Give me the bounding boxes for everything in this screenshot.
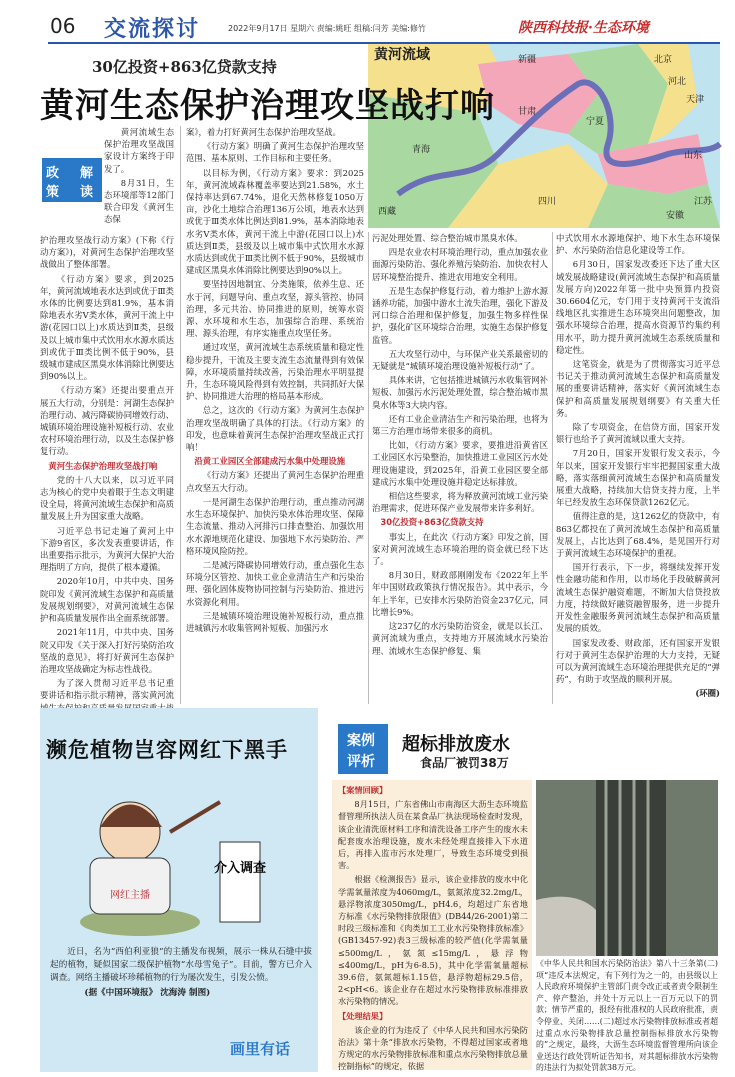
paragraph: 8月15日，广东省佛山市南海区大沥生态环境监督管理所执法人员在某食品厂执法现场检查时发现，该企业清洗原材料工序和清洗设备工序产生的废水未配套废水治理设施，废水未经处理直接排入下水道后，再排入监市污水处理厂，导致生态环境受到损害。 [338,799,528,871]
byline: (环圈) [695,688,720,699]
map-label: 河北 [668,77,687,87]
subheading: 沿黄工业园区全部建成污水集中处理设施 [194,456,346,467]
issue-meta: 2022年9月17日 星期六 责编:姚旺 组稿:闫芳 美编:修竹 [228,24,426,33]
case-panel [324,708,720,1072]
paragraph: 通过攻坚，黄河流域生态系统质量和稳定性稳步提升，干流及主要支流生态流量得到有效保障，水环境质量持续改善，污染治理水平明显提升，生态环境风险得到有效控制，共同抓好大保护、协同推进大治理的格局基本形成。 [186,342,364,402]
policy-tag-char: 策 [46,185,60,200]
cartoon-stick [170,802,220,832]
paragraph: 黄河流域生态保护治理攻坚战国家设计方案终于印发了。 [104,127,174,174]
paragraph: 6月30日，国家发改委还下达了重大区域发展战略建设(黄河流域生态保护和高质量发展方向)2022年第一批中央预算内投资30.6604亿元，专门用于支持黄河干支流沿线地区扎实推进生态环境突出问题整改，加强水环境综合治理，提高水资源节约集约利用水平，助力提升黄河流域生态系统质量和稳定性。 [556,259,720,355]
cartoon-title: 濒危植物岂容网红下黑手 [46,738,288,762]
wastewater-photo [536,780,718,956]
map-label: 山东 [684,151,703,161]
paragraph: 2020年10月，中共中央、国务院印发《黄河流域生态保护和高质量发展规划纲要》，对黄河流域生态保护和高质量发展作出全面系统部署。 [40,576,174,624]
paragraph: 三是城镇环境治理设施补短板行动，重点推进城镇污水收集管网补短板、加强污水 [186,610,364,633]
photo-foam [536,897,596,956]
column-divider [180,126,181,704]
paragraph: 除了专项资金，在信贷方面，国家开发银行也给予了黄河流域以重大支持。 [556,422,720,445]
paragraph: 相信这些要求，将为释放黄河流域工业污染治理需求，促进环保产业发展带来许多利好。 [372,491,548,514]
case-text-box [332,780,532,1070]
policy-tag-char: 政 [46,166,60,181]
section-title: 交流探讨 [104,17,201,42]
paragraph: 还有工业企业清洁生产和污染治理，也将为第三方治理市场带来很多的商机。 [372,413,548,437]
paragraph: 8月30日，财政部刚刚发布《2022年上半年中国财政政策执行情况报告》。其中表示，今年上半年，已安排水污染防治资金237亿元，同比增长9%。 [372,570,548,617]
paragraph: 具体来讲，它包括推进城镇污水收集管网补短板、加强污水污泥处理处置，综合整治城市黑臭水体等3大块内容。 [372,375,548,410]
headline-title: 黄河生态保护治理攻坚战打响 [40,86,495,126]
credit: (据《中国环境报》 沈海涛 制图) [84,988,211,998]
paragraph: 值得注意的是，这1262亿的贷款中，有863亿都投在了黄河流域生态保护和高质量发展上，占比达到了68.4%，是见国开行对于黄河流域生态环境保护的重视。 [556,511,720,559]
case-tag-text: 案例 [347,733,375,749]
case-subtitle: 食品厂被罚38万 [420,756,509,770]
policy-tag-char: 读 [80,185,94,200]
paragraph: 二是减污降碳协同增效行动，重点强化生态环境分区管控、加快工业企业清洁生产和污染治理、强化固体废物协同控制与污染防治、推进污水资源化利用。 [186,559,364,607]
paragraph: 《中华人民共和国水污染防治法》第八十三条第(二)项“违反本法规定，有下列行为之一的，由县级以上人民政府环境保护主管部门责令改正或者责令限制生产、停产整治，并处十万元以上一百万元以下的罚款；情节严重的，报经有批准权的人民政府批准，责令停业、关闭……(二)超过水污染物排放标准或者超过重点水污染物排放总量控制指标排放水污染物的”之规定，最终，大沥生态环境监督管理所向该企业送达行政处罚听证告知书，对其超标排放水污染物的违法行为拟处罚款38万元。 [536,959,718,1073]
paragraph: 事实上，在此次《行动方案》印发之前，国家对黄河流域生态环境治理的资金就已经下达了。 [372,531,548,567]
subheading: 黄河生态保护治理攻坚战打响 [48,460,158,471]
case-label: 【处理结果】 [338,1010,388,1021]
paragraph: 国开行表示，下一步，将继续发挥开发性金融功能和作用，以市场化手段破解黄河流域生态保护融资难题，不断加大信贷投放力度，持续做好融资融智服务，进一步提升开发性金融服务黄河流域生态保护和高质量发展的质效。 [556,562,720,634]
paragraph: 比如，《行动方案》要求，要推进沿黄省区工业园区水污染整治，加快推进工业园区污水处理设施建设，到2025年，沿黄工业园区要全部建成污水集中处理设施并稳定达标排放。 [372,440,548,487]
case-tag [338,724,388,774]
map-label: 北京 [654,55,673,65]
paragraph: 五是生态保护修复行动，着力维护上游水源涵养功能，加强中游水土流失治理，强化下游及河口综合治理和保护修复，加强生物多样性保护，强化矿区环境综合治理，实施生态保护修复监管。 [372,285,548,345]
paragraph: 该企业的行为违反了《中华人民共和国水污染防治法》第十条“排放水污染物，不得超过国家或者地方规定的水污染物排放标准和重点水污染物排放总量控制指标”的规定，依据 [338,1024,528,1072]
column-divider [368,232,369,704]
policy-tag-char: 解 [80,166,94,181]
cartoon-corner: 画里有话 [230,1040,291,1058]
paragraph: 根据《检测报告》显示，该企业排放的废水中化学需氧量浓度为4060mg/L，氨氮浓度32.2mg/L，悬浮物浓度3050mg/L，pH4.6，均超过广东省地方标准《水污染物排放限值》(DB44/26-2001)第二时段三级标准和《肉类加工工业水污染物排放标准》(GB13457-92)表3三级标准的较严值(化学需氧量≤500mg/L，氨氮≤15mg/L，悬浮物≤400mg/L，pH为6-8.5)，其中化学需氧量超标39.6倍，氨氮超标1.15倍，悬浮物超标29.5倍，2<pH<6。该企业存在超过水污染物排放标准排放水污染物的情况。 [338,874,528,1007]
paragraph: 这237亿的水污染防治资金，就是以长江、黄河流域为重点，支持地方开展流域水污染治理、流域水生态保护修复、集 [372,621,548,656]
map-label: 安徽 [666,211,685,221]
map-label: 天津 [686,95,705,105]
article-col2 [186,126,364,704]
paragraph: 一是河湖生态保护治理行动，重点推动河湖水生态环境保护、加快污染水体治理攻坚、保障生态流量、推动入河排污口排查整治、加强饮用水水源地规范化建设、加强地下水污染防治、严格环境风险防控。 [186,496,364,556]
paragraph: 这笔资金，就是为了贯彻落实习近平总书记关于推动黄河流域生态保护和高质量发展的重要讲话精神，落实好《黄河流域生态保护和高质量发展规划纲要》有关重大任务。 [556,359,720,418]
map-label: 新疆 [518,55,537,65]
paragraph: 总之，这次的《行动方案》为黄河生态保护治理攻坚战明确了具体的打法。《行动方案》的印发，也意味着黄河生态保护治理攻坚战正式打响！ [186,405,364,453]
map-label: 宁夏 [586,117,605,127]
paragraph: 案》，着力打好黄河生态保护治理攻坚战。 [186,127,341,137]
paragraph: 五大攻坚行动中，与环保产业关系最密切的无疑就是“城镇环境治理设施补短板行动”了。 [372,348,548,372]
paragraph: 为了深入贯彻习近平总书记重要讲话和指示批示精神，落实黄河流 [40,678,174,701]
paragraph: 中式饮用水水源地保护、地下水生态环境保护、水污染防治信息化建设等工作。 [556,233,720,256]
column-divider [552,232,553,704]
paragraph: 护治理攻坚战行动方案》(下称《行动方案》)，对黄河生态保护治理攻坚战做出了整体部署。 [40,235,174,270]
article-col4 [556,232,720,704]
paragraph: 《行动方案》还提出了黄河生态保护治理重点攻坚五大行动。 [186,470,364,493]
yellow-river-map [368,44,720,228]
paragraph: 污泥处理处置、综合整治城市黑臭水体。 [372,233,523,243]
map-label: 青海 [412,145,431,155]
case-text [338,784,528,1072]
map-title: 黄河流域 [374,47,430,63]
paragraph: 7月20日，国家开发银行发文表示，今年以来，国家开发银行牢牢把握国家重大战略，落实落细黄河流域生态保护和高质量发展重大战略，持续加大信贷支持力度，上半年已经发放生态环保贷款1262亿元。 [556,448,720,508]
paragraph: 国家发改委、财政部，还有国家开发银行对于黄河生态保护治理的大力支持，无疑可以为黄河流域生态环境治理提供充足的“弹药”，有助于攻坚战的顺利开展。 [556,637,720,685]
paragraph: 习近平总书记走遍了黄河上中下游9省区，多次发表重要讲话，作出重要指示批示，为黄河大保护大治理指明了方向，提供了根本遵循。 [40,525,174,573]
cartoon-sign [220,842,260,922]
case-title: 超标排放废水 [402,734,510,755]
subheading: 30亿投资+863亿贷款支持 [380,517,484,528]
case-label: 【案情回顾】 [338,785,388,795]
paragraph: 要坚持因地制宜、分类施策，依养生息、还水于河，问题导向、重点攻坚，源头管控、协同治理，多元共治、协同推进的原则，统筹水资源、水环境和水生态，加强综合治理、系统治理、源头治理，有序实施重点攻坚任务。 [186,279,364,339]
map-label: 甘肃 [518,107,537,117]
cartoon-hat-text: 网红主播 [110,890,150,901]
cartoon-text [50,946,312,1002]
map-label: 江苏 [694,197,713,207]
cartoon-illustration [70,772,290,942]
policy-tag [42,158,102,202]
photo-graphic [536,780,718,956]
map-label: 四川 [538,197,557,207]
paragraph: 《行动方案》明确了黄河生态保护治理攻坚范围、基本原则、工作目标和主要任务。 [186,141,364,164]
paragraph: 《行动方案》要求，到2025年，黄河流域地表水达到或优于Ⅲ类水体的比例要达到81.9%，基本消除地表水劣Ⅴ类水体，黄河干流上中游(花园口以上)水质达到Ⅱ类，县级及以上城市集中式饮用水水源水质达到或优于Ⅲ类比例不低于90%，县级城市建成区黑臭水体消除比例要达到90%以上。 [40,273,174,382]
article-col1 [40,234,174,704]
article-col1-intro [104,126,174,234]
cartoon-panel [40,708,318,1072]
paper-name: 陕西科技报·生态环境 [518,20,649,36]
paragraph: 《行动方案》还提出要重点开展五大行动，分别是：河湖生态保护治理行动、减污降碳协同增效行动、城镇环境治理设施补短板行动、农业农村环境治理行动，以及生态保护修复行动。 [40,385,174,457]
article-col3 [372,232,548,704]
paragraph: 2021年11月，中共中央、国务院又印发《关于深入打好污染防治攻坚战的意见》，将打好黄河生态保护治理攻坚战确定为标志性战役。 [40,627,174,674]
page-header [0,0,735,44]
headline-kicker: 30亿投资+863亿贷款支持 [92,58,277,76]
paragraph: 四是农业农村环境治理行动，重点加强农业面源污染防治、强化养殖污染防治、加快农村人居环境整治提升、推进农用地安全利用。 [372,247,548,282]
cartoon-sign-text: 介入调查 [213,861,267,876]
cartoon-body [90,858,170,914]
map-label: 西藏 [378,207,397,217]
paragraph: 近日，名为“西伯利亚狼”的主播发布视频，展示一株从石缝中拔起的植物，疑似国家二级保护植物“水母雪兔子”。目前，警方已介入调查。网络主播破坏珍稀植物的行为屡次发生，引发公愤。 [50,947,312,983]
case-tag-text: 评析 [347,754,375,770]
case-continuation [536,958,718,1076]
paragraph: 党的十八大以来，以习近平同志为核心的党中央着眼于生态文明建设全局，将黄河流域生态保护和高质量发展上升为国家重大战略。 [40,474,174,522]
page-number: 06 [50,14,76,38]
paragraph: 以目标为例，《行动方案》要求：到2025年，黄河流域森林覆盖率要达到21.58%，水土保持率达到67.74%，退化天然林修复1050万亩，沙化土地综合治理136万公顷，地表水达到或优于Ⅲ类水体比例达到81.9%，基本消除地表水劣Ⅴ类水体，黄河干流上中游(花园口以上)水质达到Ⅱ类，县级及以上城市集中式饮用水水源水质达到或优于Ⅲ类比例不低于90%，县级城市建成区黑臭水体消除比例要达到90%以上。 [186,167,364,276]
paragraph: 8月31日，生态环境部等12部门联合印发《黄河生态保 [104,177,174,225]
